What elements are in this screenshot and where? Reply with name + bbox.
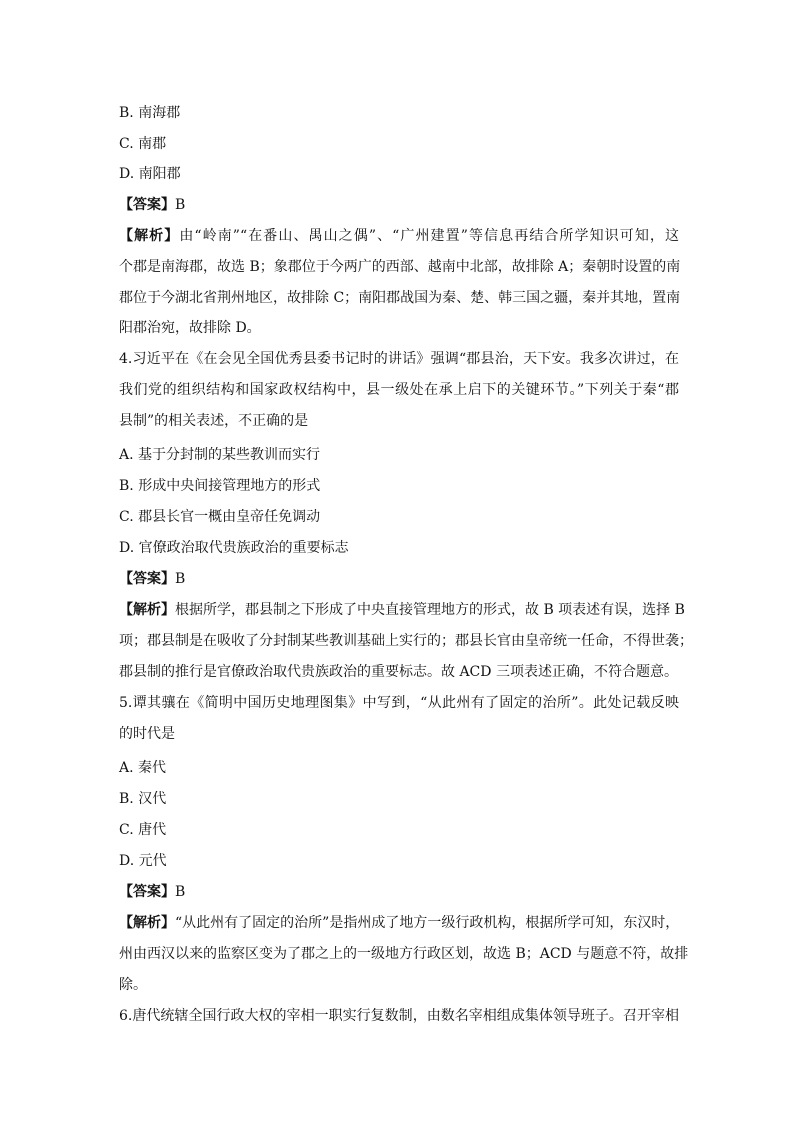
q4-analysis-line-1: 【解析】根据所学，郡县制之下形成了中央直接管理地方的形式，故 B 项表述有误，选择 B: [119, 602, 685, 618]
q6-stem-line-1: 6.唐代统辖全国行政大权的宰相一职实行复数制，由数名宰相组成集体领导班子。召开宰相: [119, 1008, 679, 1024]
q3-analysis-line-4: 阳郡治宛，故排除 D。: [119, 320, 261, 336]
q5-analysis-line-3: 除。: [119, 977, 147, 993]
q3-analysis-line-2: 个郡是南海郡，故选 B；象郡位于今两广的西部、越南中北部，故排除 A；秦朝时设置的南: [119, 259, 681, 275]
q5-analysis-line-1: 【解析】“从此州有了固定的治所”是指州成了地方一级行政机构，根据所学可知，东汉时，: [119, 915, 680, 931]
q5-answer: [119, 882, 679, 902]
answer-label: 【答案】: [119, 197, 175, 213]
q3-option-c: C. 南郡: [119, 136, 167, 152]
answer-label: 【答案】: [119, 884, 175, 900]
q4-option-b: B. 形成中央间接管理地方的形式: [119, 478, 321, 494]
q5-analysis-line-2: 州由西汉以来的监察区变为了郡之上的一级地方行政区划，故选 B；ACD 与题意不符，故排: [119, 946, 689, 962]
q4-stem-line-1: 4.习近平在《在会见全国优秀县委书记时的讲话》强调“郡县治，天下安。我多次讲过，在: [119, 351, 679, 367]
q4-stem-line-2: 我们党的组织结构和国家政权结构中，县一级处在承上启下的关键环节。”下列关于秦“郡: [119, 382, 679, 398]
q3-option-d: D. 南阳郡: [119, 166, 181, 182]
q5-option-c: C. 唐代: [119, 822, 167, 838]
answer-value: B: [175, 884, 186, 900]
q5-stem-line-1: 5.谭其骧在《简明中国历史地理图集》中写到，“从此州有了固定的治所”。此处记载反映: [119, 695, 679, 711]
q4-analysis-line-3: 郡县制的推行是官僚政治取代贵族政治的重要标志。故 ACD 三项表述正确，不符合题意。: [119, 664, 678, 680]
q3-answer: [119, 195, 679, 215]
analysis-label: 【解析】: [119, 915, 175, 931]
q4-answer: [119, 569, 679, 589]
q3-analysis-line-3: 郡位于今湖北省荆州地区，故排除 C；南阳郡战国为秦、楚、韩三国之疆，秦并其地，置南: [119, 290, 681, 306]
analysis-label: 【解析】: [119, 602, 175, 618]
answer-value: B: [175, 571, 186, 587]
q3-analysis-line-1: 【解析】由“岭南”“在番山、禺山之偶”、“广州建置”等信息再结合所学知识可知，这: [119, 228, 679, 244]
q4-option-c: C. 郡县长官一概由皇帝任免调动: [119, 509, 321, 525]
q4-stem-line-3: 县制”的相关表述，不正确的是: [119, 413, 309, 429]
q4-analysis-line-2: 项；郡县制是在吸收了分封制某些教训基础上实行的；郡县长官由皇帝统一任命，不得世袭；: [119, 633, 693, 649]
q5-option-d: D. 元代: [119, 853, 167, 869]
analysis-label: 【解析】: [119, 228, 180, 244]
answer-value: B: [175, 197, 186, 213]
q5-option-a: A. 秦代: [119, 760, 167, 776]
answer-label: 【答案】: [119, 571, 175, 587]
q4-option-a: A. 基于分封制的某些教训而实行: [119, 447, 321, 463]
q5-stem-line-2: 的时代是: [119, 726, 175, 742]
q5-option-b: B. 汉代: [119, 791, 167, 807]
q3-option-b: B. 南海郡: [119, 105, 181, 121]
q4-option-d: D. 官僚政治取代贵族政治的重要标志: [119, 540, 349, 556]
